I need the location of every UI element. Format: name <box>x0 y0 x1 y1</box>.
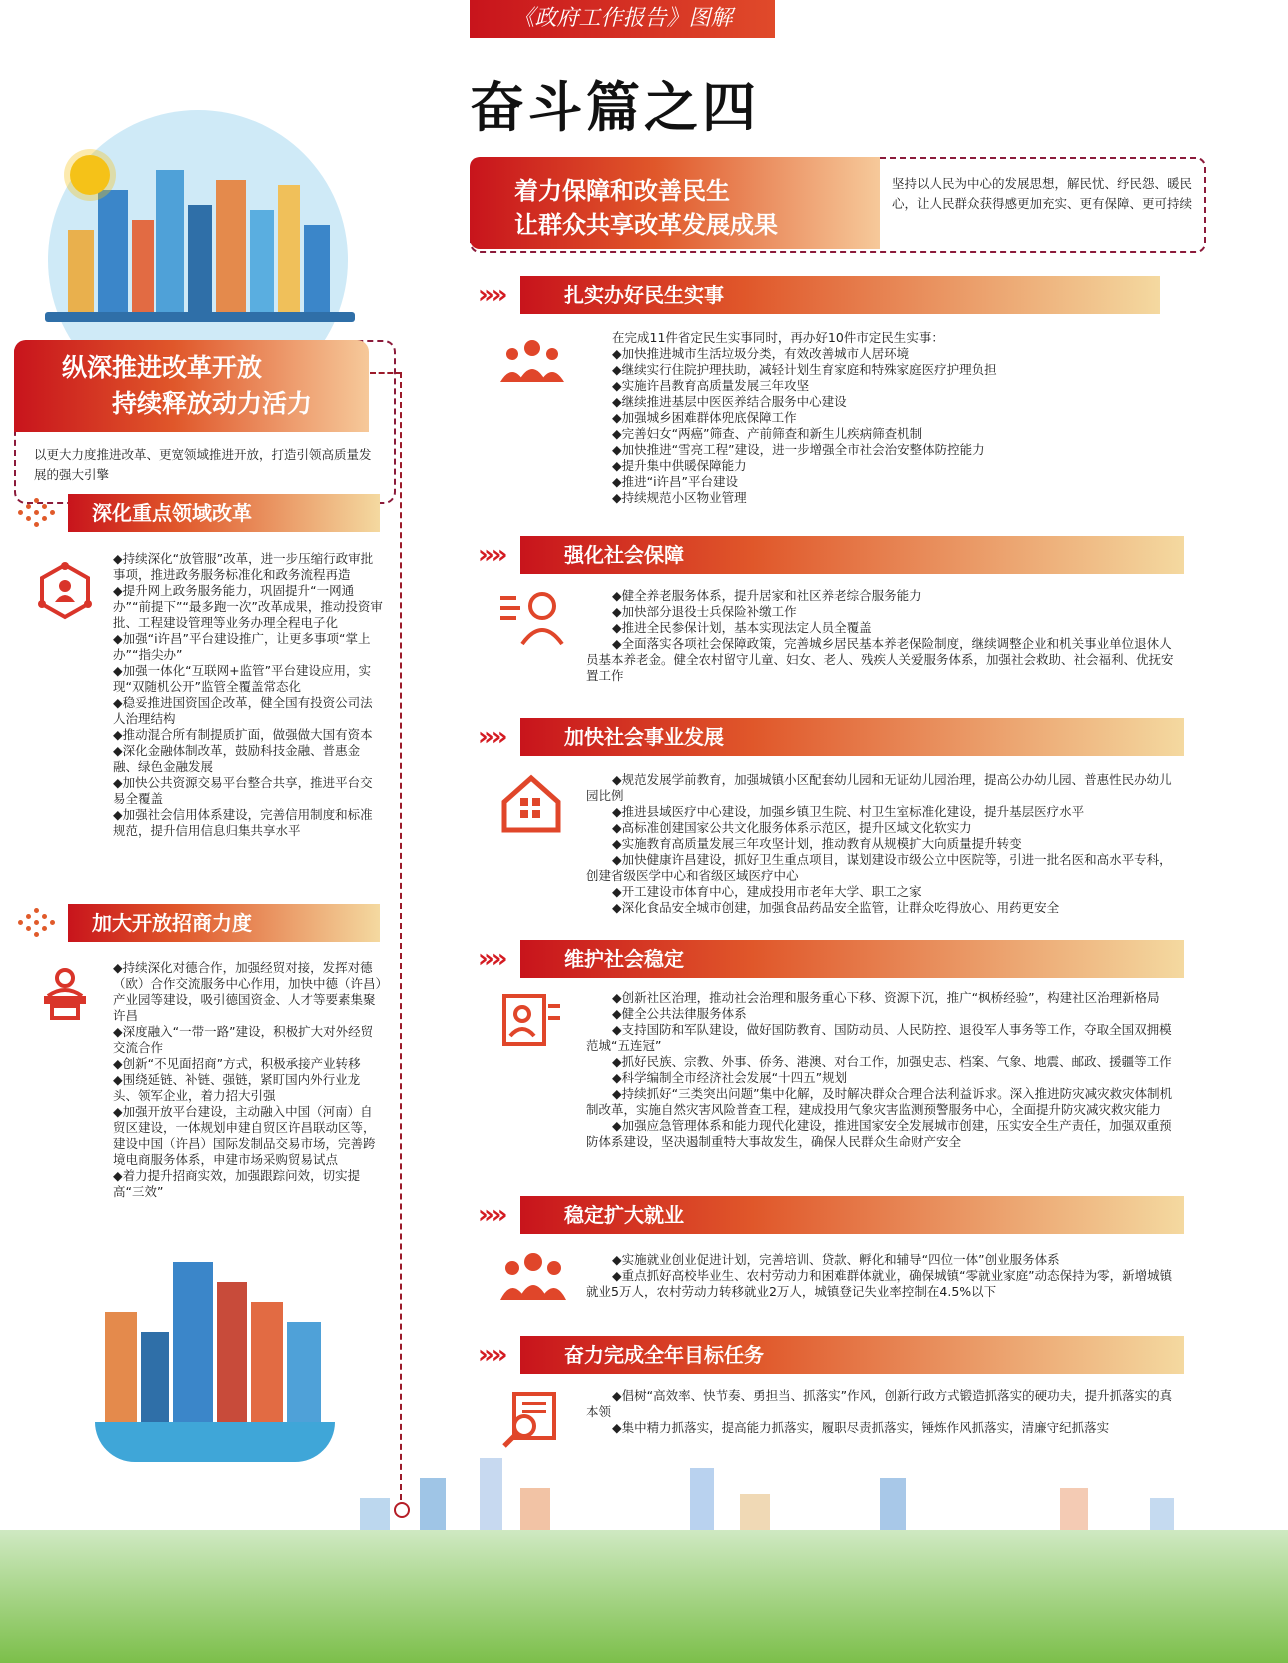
connector-line <box>370 372 402 374</box>
list-item: ◆支持国防和军队建设，做好国防教育、国防动员、人民防控、退役军人事务等工作，夺取全国双拥模范城“五连冠” <box>586 1022 1172 1053</box>
list-item: ◆健全养老服务体系，提升居家和社区养老综合服务能力 <box>612 588 922 603</box>
sun-icon <box>70 155 110 195</box>
section-title-security: 强化社会保障 <box>520 536 1184 574</box>
list-item: ◆健全公共法律服务体系 <box>612 1006 747 1021</box>
list-item: ◆深化食品安全城市创建，加强食品药品安全监管，让群众吃得放心、用药更安全 <box>612 900 1060 915</box>
dots-decoration <box>18 494 66 532</box>
list-item: ◆持续深化“放管服”改革，进一步压缩行政审批事项，推进政务服务标准化和政务流程再造 <box>113 551 374 582</box>
chevron-icon: »» <box>478 722 504 752</box>
list-item: ◆加快部分退役士兵保险补缴工作 <box>612 604 797 619</box>
chevron-icon: »» <box>478 540 504 570</box>
document-person-icon <box>502 994 562 1046</box>
top-tag: 《政府工作报告》图解 <box>470 0 775 38</box>
list-item: ◆加快健康许昌建设，抓好卫生重点项目，谋划建设市级公立中医院等，引进一批名医和高水平专科，创建省级医学中心和省级区域医疗中心 <box>586 852 1172 883</box>
list-item: ◆推进“i许昌”平台建设 <box>612 474 739 489</box>
list-item: ◆深化金融体制改革，鼓励科技金融、普惠金融、绿色金融发展 <box>113 743 361 774</box>
group-people-icon <box>500 1252 566 1300</box>
list-item: ◆高标准创建国家公共文化服务体系示范区，提升区域文化软实力 <box>612 820 972 835</box>
right-header-line1: 着力保障和改善民生 <box>514 177 730 205</box>
left-header-banner <box>14 340 369 432</box>
list-item: ◆继续推进基层中医医养结合服务中心建设 <box>612 394 847 409</box>
left-header-line1: 纵深推进改革开放 <box>62 353 263 382</box>
list-item: ◆倡树“高效率、快节奏、勇担当、抓落实”作风，创新行政方式锻造抓落实的硬功夫，提升抓落实的真本领 <box>586 1388 1173 1419</box>
ground <box>0 1530 1288 1663</box>
list-item: ◆加快推进城市生活垃圾分类，有效改善城市人居环境 <box>612 346 910 361</box>
stability-items <box>586 990 1184 1150</box>
right-header-line2: 让群众共享改革发展成果 <box>514 211 778 239</box>
list-item: ◆推进县域医疗中心建设，加强乡镇卫生院、村卫生室标准化建设，提升基层医疗水平 <box>612 804 1085 819</box>
list-item: ◆围绕延链、补链、强链，紧盯国内外行业龙头、领军企业，着力招大引强 <box>113 1072 361 1103</box>
left-header-line2: 持续释放动力活力 <box>112 389 313 418</box>
list-item: ◆着力提升招商实效，加强跟踪问效，切实提高“三效” <box>113 1168 361 1199</box>
right-header-desc: 坚持以人民为中心的发展思想，解民忧、纾民怨、暖民心，让人民群众获得感更加充实、更有保障、更可持续 <box>892 176 1193 211</box>
list-item: ◆加强社会信用体系建设，完善信用制度和标准规范，提升信用信息归集共享水平 <box>113 807 373 838</box>
list-item: 在完成11件省定民生实事同时，再办好10件市定民生实事： <box>612 330 944 345</box>
list-item: ◆加强城乡困难群体兜底保障工作 <box>612 410 797 425</box>
section-title-stability: 维护社会稳定 <box>520 940 1184 978</box>
list-item: ◆创新“不见面招商”方式，积极承接产业转移 <box>113 1056 361 1071</box>
section-title-employment: 稳定扩大就业 <box>520 1196 1184 1234</box>
right-header-banner <box>470 157 880 249</box>
list-item: ◆推进全民参保计划，基本实现法定人员全覆盖 <box>612 620 872 635</box>
section-title-opening: 加大开放招商力度 <box>68 904 380 942</box>
chevron-icon: »» <box>478 1200 504 1230</box>
opening-items <box>113 960 383 1200</box>
list-item: ◆实施教育高质量发展三年攻坚计划，推动教育从规模扩大向质量提升转变 <box>612 836 1022 851</box>
list-item: ◆继续实行住院护理扶助，减轻计划生育家庭和特殊家庭医疗护理负担 <box>612 362 997 377</box>
security-items <box>586 588 1184 684</box>
chevron-icon: »» <box>478 280 504 310</box>
list-item: ◆持续抓好“三类突出问题”集中化解，及时解决群众合理合法利益诉求。深入推进防灾减灾救灾体制机制改革，实施自然灾害风险普查工程，建成投用气象灾害监测预警服务中心，全面提升防灾减灾救灾能力 <box>586 1086 1173 1117</box>
list-item: ◆加强一体化“互联网+监管”平台建设应用，实现“双随机公开”监管全覆盖常态化 <box>113 663 372 694</box>
list-item: ◆全面落实各项社会保障政策，完善城乡居民基本养老保险制度，继续调整企业和机关事业单位退休人员基本养老金。健全农村留守儿童、妇女、老人、残疾人关爱服务体系，加强社会救助、社会福利、优抚安置工作 <box>586 636 1174 683</box>
list-item: ◆完善妇女“两癌”筛查、产前筛查和新生儿疾病筛查机制 <box>612 426 923 441</box>
social-items <box>586 772 1184 916</box>
list-item: ◆规范发展学前教育，加强城镇小区配套幼儿园和无证幼儿园治理，提高公办幼儿园、普惠性民办幼儿园比例 <box>586 772 1172 803</box>
network-people-icon <box>36 562 94 620</box>
podium-person-icon <box>38 966 92 1020</box>
list-item: ◆加快公共资源交易平台整合共享，推进平台交易全覆盖 <box>113 775 373 806</box>
list-item: ◆深度融入“一带一路”建设，积极扩大对外经贸交流合作 <box>113 1024 374 1055</box>
list-item: ◆创新社区治理，推动社会治理和服务重心下移、资源下沉，推广“枫桥经验”，构建社区治理新格局 <box>612 990 1160 1005</box>
list-item: ◆重点抓好高校毕业生、农村劳动力和困难群体就业，确保城镇“零就业家庭”动态保持为零，新增城镇就业5万人，农村劳动力转移就业2万人，城镇登记失业率控制在4.5%以下 <box>586 1268 1173 1299</box>
left-header-desc: 以更大力度推进改革、更宽领域推进开放，打造引领高质量发展的强大引擎 <box>34 447 372 482</box>
list-item: ◆提升网上政务服务能力，巩固提升“一网通办”“前提下”“最多跑一次”改革成果，推动投资审批、工程建设管理等业务办理全程电子化 <box>113 583 383 630</box>
list-item: ◆集中精力抓落实，提高能力抓落实，履职尽责抓落实，锤炼作风抓落实，清廉守纪抓落实 <box>612 1420 1110 1435</box>
person-list-icon <box>500 590 564 646</box>
timeline-line <box>400 372 404 1510</box>
list-item: ◆科学编制全市经济社会发展“十四五”规划 <box>612 1070 848 1085</box>
list-item: ◆开工建设市体育中心，建成投用市老年大学、职工之家 <box>612 884 922 899</box>
community-people-icon <box>500 338 564 384</box>
list-item: ◆抓好民族、宗教、外事、侨务、港澳、对台工作，加强史志、档案、气象、地震、邮政、援疆等工作 <box>612 1054 1172 1069</box>
list-item: ◆提升集中供暖保障能力 <box>612 458 747 473</box>
page-title: 奋斗篇之四 <box>470 75 760 139</box>
section-title-social: 加快社会事业发展 <box>520 718 1184 756</box>
house-icon <box>500 772 562 834</box>
list-item: ◆持续深化对德合作，加强经贸对接，发挥对德（欧）合作交流服务中心作用，加快中德（许昌）产业园等建设，吸引德国资金、人才等要素集聚许昌 <box>113 960 382 1023</box>
city-base <box>45 312 355 322</box>
livelihood-items <box>612 330 1192 506</box>
dots-decoration <box>18 904 66 942</box>
chevron-icon: »» <box>478 944 504 974</box>
list-item: ◆稳妥推进国资国企改革，健全国有投资公司法人治理结构 <box>113 695 373 726</box>
list-item: ◆推动混合所有制提质扩面，做强做大国有资本 <box>113 727 373 742</box>
chevron-icon: »» <box>478 1340 504 1370</box>
section-title-goals: 奋力完成全年目标任务 <box>520 1336 1184 1374</box>
employment-items <box>586 1252 1184 1300</box>
section-title-reform: 深化重点领域改革 <box>68 494 380 532</box>
list-item: ◆加强开放平台建设，主动融入中国（河南）自贸区建设，一体规划申建自贸区许昌联动区等，建设中国（许昌）国际发制品交易市场，完善跨境电商服务体系，申建市场采购贸易试点 <box>113 1104 376 1167</box>
section-title-livelihood: 扎实办好民生实事 <box>520 276 1160 314</box>
list-item: ◆加强“i许昌”平台建设推广，让更多事项“掌上办”“指尖办” <box>113 631 371 662</box>
list-item: ◆实施许昌教育高质量发展三年攻坚 <box>612 378 810 393</box>
list-item: ◆加强应急管理体系和能力现代化建设，推进国家安全发展城市创建，压实安全生产责任，加强双重预防体系建设，坚决遏制重特大事故发生，确保人民群众生命财产安全 <box>586 1118 1172 1149</box>
list-item: ◆实施就业创业促进计划，完善培训、贷款、孵化和辅导“四位一体”创业服务体系 <box>612 1252 1060 1267</box>
list-item: ◆加快推进“雪亮工程”建设，进一步增强全市社会治安整体防控能力 <box>612 442 985 457</box>
list-item: ◆持续规范小区物业管理 <box>612 490 747 505</box>
goals-items <box>586 1388 1184 1436</box>
reform-items <box>113 551 383 839</box>
bottom-skyline <box>360 1458 1260 1538</box>
magnifier-document-icon <box>500 1392 562 1450</box>
city-island-illustration <box>95 1262 345 1462</box>
